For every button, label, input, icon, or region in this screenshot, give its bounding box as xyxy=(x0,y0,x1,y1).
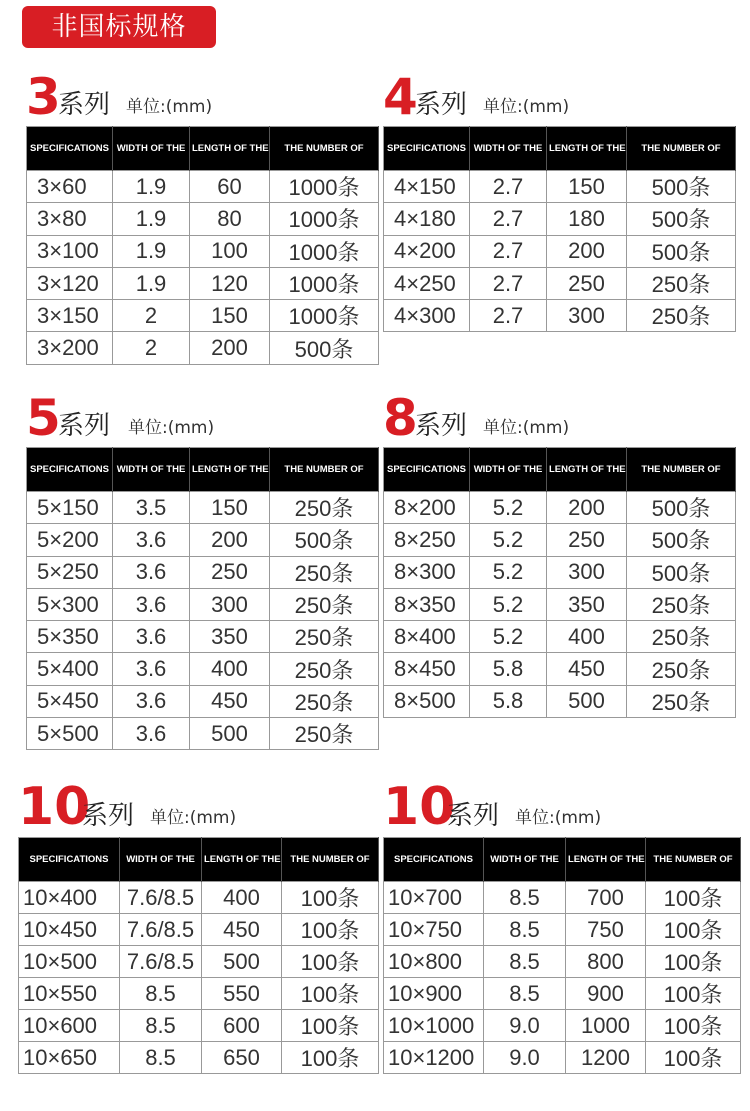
length-cell: 700 xyxy=(566,882,646,914)
width-cell: 1.9 xyxy=(113,235,190,267)
width-cell: 2.7 xyxy=(470,235,547,267)
column-header: WIDTH OF THE xyxy=(470,127,547,171)
count-cell: 100条 xyxy=(282,1010,379,1042)
count-cell: 1000条 xyxy=(270,300,379,332)
spec-cell: 5×200 xyxy=(27,524,113,556)
spec-cell: 10×700 xyxy=(384,882,484,914)
spec-cell: 3×150 xyxy=(27,300,113,332)
table-row xyxy=(384,171,736,203)
table-row xyxy=(27,588,379,620)
table-row xyxy=(384,978,741,1010)
count-cell: 250条 xyxy=(627,300,736,332)
length-cell: 400 xyxy=(190,653,270,685)
count-cell: 250条 xyxy=(627,621,736,653)
count-cell: 100条 xyxy=(646,1042,741,1074)
count-cell: 100条 xyxy=(646,882,741,914)
spec-cell: 8×250 xyxy=(384,524,470,556)
count-cell: 100条 xyxy=(646,978,741,1010)
table-header-row xyxy=(384,448,736,492)
count-cell: 250条 xyxy=(270,588,379,620)
series-section-2 xyxy=(26,389,378,748)
length-cell: 150 xyxy=(190,300,270,332)
length-cell: 60 xyxy=(190,171,270,203)
table-row xyxy=(27,653,379,685)
series-number: 3 xyxy=(26,68,61,126)
length-cell: 1000 xyxy=(566,1010,646,1042)
length-cell: 120 xyxy=(190,267,270,299)
series-heading xyxy=(26,68,378,126)
count-cell: 100条 xyxy=(282,978,379,1010)
column-header: LENGTH OF THE xyxy=(547,127,627,171)
series-heading xyxy=(26,389,378,447)
series-number: 4 xyxy=(383,68,418,126)
spec-table xyxy=(383,447,736,718)
width-cell: 2.7 xyxy=(470,300,547,332)
spec-cell: 5×400 xyxy=(27,653,113,685)
length-cell: 450 xyxy=(190,685,270,717)
length-cell: 650 xyxy=(202,1042,282,1074)
count-cell: 250条 xyxy=(270,621,379,653)
width-cell: 5.2 xyxy=(470,556,547,588)
table-row xyxy=(19,1042,379,1074)
spec-cell: 4×300 xyxy=(384,300,470,332)
table-row xyxy=(384,946,741,978)
table-row xyxy=(27,300,379,332)
width-cell: 3.6 xyxy=(113,653,190,685)
table-row xyxy=(19,914,379,946)
table-row xyxy=(384,914,741,946)
column-header: LENGTH OF THE xyxy=(190,127,270,171)
width-cell: 3.6 xyxy=(113,556,190,588)
width-cell: 9.0 xyxy=(484,1042,566,1074)
spec-cell: 5×450 xyxy=(27,685,113,717)
count-cell: 250条 xyxy=(627,685,736,717)
count-cell: 100条 xyxy=(282,946,379,978)
width-cell: 8.5 xyxy=(484,978,566,1010)
table-header-row xyxy=(384,838,741,882)
length-cell: 200 xyxy=(190,524,270,556)
spec-cell: 10×550 xyxy=(19,978,120,1010)
length-cell: 300 xyxy=(547,300,627,332)
length-cell: 350 xyxy=(547,588,627,620)
column-header: SPECIFICATIONS xyxy=(384,448,470,492)
length-cell: 150 xyxy=(547,171,627,203)
spec-table xyxy=(26,447,379,750)
length-cell: 80 xyxy=(190,203,270,235)
column-header: SPECIFICATIONS xyxy=(384,127,470,171)
column-header: THE NUMBER OF xyxy=(270,127,379,171)
spec-cell: 10×450 xyxy=(19,914,120,946)
unit-label: 单位:(mm) xyxy=(150,808,237,828)
table-row xyxy=(384,556,736,588)
table-row xyxy=(27,332,379,364)
spec-cell: 10×1200 xyxy=(384,1042,484,1074)
spec-cell: 8×200 xyxy=(384,492,470,524)
length-cell: 450 xyxy=(547,653,627,685)
width-cell: 7.6/8.5 xyxy=(120,914,202,946)
length-cell: 150 xyxy=(190,492,270,524)
column-header: LENGTH OF THE xyxy=(202,838,282,882)
table-row xyxy=(384,685,736,717)
table-row xyxy=(27,718,379,750)
spec-cell: 5×350 xyxy=(27,621,113,653)
table-row xyxy=(27,235,379,267)
table-row xyxy=(384,1042,741,1074)
series-number: 10 xyxy=(383,777,456,837)
table-row xyxy=(384,588,736,620)
table-row xyxy=(27,203,379,235)
unit-label: 单位:(mm) xyxy=(483,97,570,117)
width-cell: 3.5 xyxy=(113,492,190,524)
spec-cell: 4×250 xyxy=(384,267,470,299)
count-cell: 1000条 xyxy=(270,267,379,299)
width-cell: 5.2 xyxy=(470,621,547,653)
spec-cell: 8×500 xyxy=(384,685,470,717)
width-cell: 7.6/8.5 xyxy=(120,882,202,914)
column-header: LENGTH OF THE xyxy=(190,448,270,492)
table-row xyxy=(19,978,379,1010)
table-header-row xyxy=(27,448,379,492)
series-section-1 xyxy=(383,68,735,330)
length-cell: 200 xyxy=(547,492,627,524)
series-heading xyxy=(383,68,735,126)
length-cell: 800 xyxy=(566,946,646,978)
length-cell: 100 xyxy=(190,235,270,267)
spec-table xyxy=(18,837,379,1074)
length-cell: 200 xyxy=(547,235,627,267)
spec-cell: 8×350 xyxy=(384,588,470,620)
width-cell: 2.7 xyxy=(470,203,547,235)
count-cell: 250条 xyxy=(270,492,379,524)
length-cell: 500 xyxy=(190,718,270,750)
length-cell: 300 xyxy=(190,588,270,620)
length-cell: 250 xyxy=(547,267,627,299)
spec-cell: 4×180 xyxy=(384,203,470,235)
table-row xyxy=(27,556,379,588)
width-cell: 7.6/8.5 xyxy=(120,946,202,978)
count-cell: 500条 xyxy=(627,171,736,203)
table-row xyxy=(384,300,736,332)
spec-cell: 10×900 xyxy=(384,978,484,1010)
count-cell: 500条 xyxy=(627,203,736,235)
width-cell: 3.6 xyxy=(113,718,190,750)
width-cell: 5.8 xyxy=(470,653,547,685)
width-cell: 8.5 xyxy=(120,1010,202,1042)
column-header: LENGTH OF THE xyxy=(566,838,646,882)
series-section-0 xyxy=(26,68,378,362)
series-label: 系列 xyxy=(415,90,468,120)
table-row xyxy=(384,621,736,653)
column-header: THE NUMBER OF xyxy=(646,838,741,882)
table-row xyxy=(27,171,379,203)
width-cell: 8.5 xyxy=(484,914,566,946)
unit-label: 单位:(mm) xyxy=(126,97,213,117)
spec-cell: 5×500 xyxy=(27,718,113,750)
count-cell: 500条 xyxy=(627,524,736,556)
count-cell: 250条 xyxy=(627,267,736,299)
column-header: SPECIFICATIONS xyxy=(384,838,484,882)
series-number: 5 xyxy=(26,389,61,447)
series-label: 系列 xyxy=(58,90,111,120)
spec-cell: 4×200 xyxy=(384,235,470,267)
spec-cell: 8×400 xyxy=(384,621,470,653)
spec-cell: 10×600 xyxy=(19,1010,120,1042)
length-cell: 550 xyxy=(202,978,282,1010)
unit-label: 单位:(mm) xyxy=(515,808,602,828)
series-label: 系列 xyxy=(82,801,135,831)
count-cell: 100条 xyxy=(282,882,379,914)
width-cell: 9.0 xyxy=(484,1010,566,1042)
count-cell: 100条 xyxy=(646,946,741,978)
width-cell: 3.6 xyxy=(113,621,190,653)
spec-table xyxy=(383,126,736,332)
table-header-row xyxy=(27,127,379,171)
table-row xyxy=(27,621,379,653)
table-row xyxy=(19,882,379,914)
table-header-row xyxy=(19,838,379,882)
column-header: WIDTH OF THE xyxy=(120,838,202,882)
table-header-row xyxy=(384,127,736,171)
page-title-banner: 非国标规格 xyxy=(22,6,216,48)
column-header: WIDTH OF THE xyxy=(470,448,547,492)
spec-table xyxy=(383,837,741,1074)
count-cell: 100条 xyxy=(282,1042,379,1074)
table-row xyxy=(384,235,736,267)
column-header: WIDTH OF THE xyxy=(113,448,190,492)
column-header: SPECIFICATIONS xyxy=(27,448,113,492)
series-heading xyxy=(383,389,735,447)
column-header: SPECIFICATIONS xyxy=(19,838,120,882)
length-cell: 500 xyxy=(547,685,627,717)
table-row xyxy=(384,1010,741,1042)
length-cell: 400 xyxy=(202,882,282,914)
width-cell: 5.2 xyxy=(470,492,547,524)
count-cell: 500条 xyxy=(270,524,379,556)
spec-cell: 3×80 xyxy=(27,203,113,235)
column-header: WIDTH OF THE xyxy=(484,838,566,882)
series-heading xyxy=(18,777,378,837)
width-cell: 8.5 xyxy=(484,946,566,978)
width-cell: 3.6 xyxy=(113,524,190,556)
count-cell: 100条 xyxy=(282,914,379,946)
table-row xyxy=(27,685,379,717)
spec-cell: 10×500 xyxy=(19,946,120,978)
length-cell: 400 xyxy=(547,621,627,653)
column-header: THE NUMBER OF xyxy=(282,838,379,882)
unit-label: 单位:(mm) xyxy=(483,418,570,438)
series-section-5 xyxy=(383,777,740,1071)
length-cell: 350 xyxy=(190,621,270,653)
width-cell: 3.6 xyxy=(113,685,190,717)
table-row xyxy=(27,492,379,524)
spec-cell: 8×450 xyxy=(384,653,470,685)
spec-cell: 10×1000 xyxy=(384,1010,484,1042)
count-cell: 250条 xyxy=(270,556,379,588)
length-cell: 600 xyxy=(202,1010,282,1042)
spec-table xyxy=(26,126,379,365)
table-row xyxy=(384,653,736,685)
spec-cell: 3×60 xyxy=(27,171,113,203)
table-row xyxy=(27,267,379,299)
length-cell: 1200 xyxy=(566,1042,646,1074)
table-row xyxy=(19,946,379,978)
count-cell: 1000条 xyxy=(270,171,379,203)
length-cell: 500 xyxy=(202,946,282,978)
count-cell: 500条 xyxy=(627,492,736,524)
spec-cell: 3×120 xyxy=(27,267,113,299)
table-row xyxy=(384,267,736,299)
width-cell: 1.9 xyxy=(113,267,190,299)
length-cell: 300 xyxy=(547,556,627,588)
count-cell: 500条 xyxy=(627,556,736,588)
count-cell: 1000条 xyxy=(270,235,379,267)
series-label: 系列 xyxy=(415,411,468,441)
spec-cell: 8×300 xyxy=(384,556,470,588)
table-row xyxy=(384,203,736,235)
series-number: 10 xyxy=(18,777,91,837)
width-cell: 5.8 xyxy=(470,685,547,717)
spec-cell: 5×300 xyxy=(27,588,113,620)
width-cell: 2 xyxy=(113,300,190,332)
width-cell: 3.6 xyxy=(113,588,190,620)
width-cell: 8.5 xyxy=(120,1042,202,1074)
length-cell: 180 xyxy=(547,203,627,235)
table-row xyxy=(384,492,736,524)
column-header: THE NUMBER OF xyxy=(627,127,736,171)
length-cell: 250 xyxy=(190,556,270,588)
spec-cell: 10×650 xyxy=(19,1042,120,1074)
count-cell: 500条 xyxy=(627,235,736,267)
count-cell: 250条 xyxy=(270,653,379,685)
series-label: 系列 xyxy=(447,801,500,831)
width-cell: 1.9 xyxy=(113,203,190,235)
length-cell: 750 xyxy=(566,914,646,946)
width-cell: 2 xyxy=(113,332,190,364)
spec-cell: 5×250 xyxy=(27,556,113,588)
table-row xyxy=(384,524,736,556)
table-row xyxy=(384,882,741,914)
count-cell: 100条 xyxy=(646,914,741,946)
spec-cell: 3×100 xyxy=(27,235,113,267)
column-header: WIDTH OF THE xyxy=(113,127,190,171)
column-header: THE NUMBER OF xyxy=(627,448,736,492)
spec-cell: 3×200 xyxy=(27,332,113,364)
width-cell: 5.2 xyxy=(470,524,547,556)
series-number: 8 xyxy=(383,389,418,447)
series-section-3 xyxy=(383,389,735,715)
unit-label: 单位:(mm) xyxy=(128,418,215,438)
series-heading xyxy=(383,777,740,837)
column-header: THE NUMBER OF xyxy=(270,448,379,492)
column-header: LENGTH OF THE xyxy=(547,448,627,492)
series-section-4 xyxy=(18,777,378,1071)
count-cell: 1000条 xyxy=(270,203,379,235)
width-cell: 2.7 xyxy=(470,267,547,299)
series-label: 系列 xyxy=(58,411,111,441)
length-cell: 200 xyxy=(190,332,270,364)
count-cell: 250条 xyxy=(627,653,736,685)
length-cell: 900 xyxy=(566,978,646,1010)
width-cell: 5.2 xyxy=(470,588,547,620)
length-cell: 450 xyxy=(202,914,282,946)
count-cell: 250条 xyxy=(270,718,379,750)
column-header: SPECIFICATIONS xyxy=(27,127,113,171)
spec-cell: 10×750 xyxy=(384,914,484,946)
spec-cell: 10×800 xyxy=(384,946,484,978)
width-cell: 8.5 xyxy=(120,978,202,1010)
length-cell: 250 xyxy=(547,524,627,556)
width-cell: 2.7 xyxy=(470,171,547,203)
spec-cell: 4×150 xyxy=(384,171,470,203)
spec-cell: 10×400 xyxy=(19,882,120,914)
table-row xyxy=(19,1010,379,1042)
table-row xyxy=(27,524,379,556)
count-cell: 100条 xyxy=(646,1010,741,1042)
spec-cell: 5×150 xyxy=(27,492,113,524)
width-cell: 1.9 xyxy=(113,171,190,203)
count-cell: 500条 xyxy=(270,332,379,364)
count-cell: 250条 xyxy=(270,685,379,717)
count-cell: 250条 xyxy=(627,588,736,620)
width-cell: 8.5 xyxy=(484,882,566,914)
